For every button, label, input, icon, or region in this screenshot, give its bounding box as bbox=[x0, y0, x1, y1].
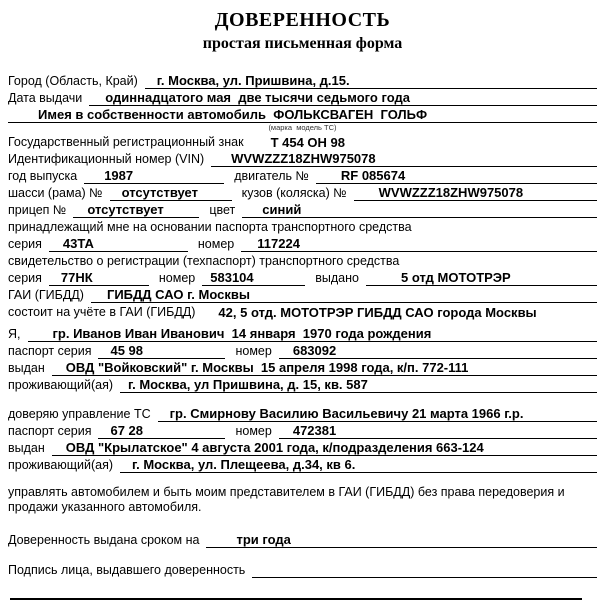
sts-issued-label: выдано bbox=[315, 270, 359, 285]
trailer-color-row bbox=[8, 201, 597, 218]
document-subtitle: простая письменная форма bbox=[202, 35, 403, 52]
term-value: три года bbox=[206, 532, 597, 549]
year-value: 1987 bbox=[84, 168, 224, 185]
sts-number-value: 583104 bbox=[202, 270, 305, 287]
trustee-issued-row bbox=[8, 439, 597, 456]
trustee-residing-value: г. Москва, ул. Плещеева, д.34, кв 6. bbox=[120, 457, 597, 474]
trustee-passport-row bbox=[8, 422, 597, 439]
trustee-issued-label: выдан bbox=[8, 440, 45, 455]
owner-passport-row bbox=[8, 342, 597, 359]
trustee-entrust-label: доверяю управление ТС bbox=[8, 406, 151, 421]
registered-row bbox=[8, 303, 597, 320]
vin-row bbox=[8, 150, 597, 167]
owner-issued-row bbox=[8, 359, 597, 376]
form-body bbox=[8, 72, 597, 600]
ownership-row bbox=[8, 106, 597, 123]
trustee-residing-label: проживающий(ая) bbox=[8, 457, 113, 472]
owner-pronoun-label: Я, bbox=[8, 326, 21, 341]
pts-row bbox=[8, 235, 597, 252]
sts-row bbox=[8, 269, 597, 286]
issue-date-row bbox=[8, 89, 597, 106]
sts-issued-value: 5 отд МОТОТРЭР bbox=[366, 270, 597, 287]
reg-plate-row bbox=[8, 133, 597, 150]
trustee-passport-number-value: 472381 bbox=[279, 423, 597, 440]
chassis-label: шасси (рама) № bbox=[8, 185, 103, 200]
issue-date-value: одиннадцатого мая две тысячи седьмого года bbox=[89, 90, 597, 107]
pts-number-value: 117224 bbox=[241, 236, 597, 253]
owner-issued-value: ОВД "Войковский" г. Москвы 15 апреля 1998 года, к/п. 772-111 bbox=[52, 360, 597, 377]
vin-label: Идентификационный номер (VIN) bbox=[8, 151, 205, 166]
signature-label: Подпись лица, выдавшего доверенность bbox=[8, 562, 246, 577]
year-engine-row bbox=[8, 167, 597, 184]
belonging-row bbox=[8, 218, 597, 235]
owner-residing-label: проживающий(ая) bbox=[8, 377, 113, 392]
pts-series-label: серия bbox=[8, 236, 42, 251]
trustee-issued-value: ОВД "Крылатское" 4 августа 2001 года, к/подразделения 663-124 bbox=[52, 440, 597, 457]
gai-label: ГАИ (ГИБДД) bbox=[8, 287, 84, 302]
sts-text: свидетельство о регистрации (техпаспорт) транспортного средства bbox=[8, 253, 400, 268]
vin-value: WVWZZZ18ZHW975078 bbox=[211, 151, 597, 168]
ownership-text: Имея в собственности автомобиль ФОЛЬКСВАГЕН ГОЛЬФ bbox=[8, 107, 597, 124]
issue-date-label: Дата выдачи bbox=[8, 90, 83, 105]
ownership-note: (марка модель ТС) bbox=[268, 123, 337, 132]
owner-residing-value: г. Москва, ул Пришвина, д. 15, кв. 587 bbox=[120, 377, 597, 394]
sts-series-value: 77НК bbox=[49, 270, 149, 287]
owner-passport-series-value: 45 98 bbox=[98, 343, 225, 360]
owner-name-value: гр. Иванов Иван Иванович 14 января 1970 года рождения bbox=[28, 326, 598, 343]
color-value: синий bbox=[242, 202, 597, 219]
pts-series-value: 43ТА bbox=[49, 236, 188, 253]
document-title: ДОВЕРЕННОСТЬ bbox=[214, 9, 391, 31]
signature-blank-line bbox=[252, 577, 597, 578]
owner-name-row bbox=[8, 325, 597, 342]
reg-plate-value: Т 454 ОН 98 bbox=[270, 134, 345, 150]
owner-passport-series-label: паспорт серия bbox=[8, 343, 92, 358]
owner-issued-label: выдан bbox=[8, 360, 45, 375]
owner-passport-number-value: 683092 bbox=[279, 343, 597, 360]
trustee-name-row bbox=[8, 405, 597, 422]
city-label: Город (Область, Край) bbox=[8, 73, 138, 88]
trustee-passport-number-label: номер bbox=[235, 423, 272, 438]
gai-value: ГИБДД САО г. Москвы bbox=[91, 287, 597, 304]
signature-row bbox=[8, 561, 597, 578]
trustee-residing-row bbox=[8, 456, 597, 473]
chassis-value: отсутствует bbox=[110, 185, 232, 202]
trustee-passport-series-label: паспорт серия bbox=[8, 423, 92, 438]
registered-label: состоит на учёте в ГАИ (ГИБДД) bbox=[8, 304, 196, 319]
sts-number-label: номер bbox=[158, 270, 196, 285]
sts-title-row bbox=[8, 252, 597, 269]
gai-row bbox=[8, 286, 597, 303]
trustee-name-value: гр. Смирнову Василию Васильевичу 21 марта 1966 г.р. bbox=[158, 406, 597, 423]
trailer-label: прицеп № bbox=[8, 202, 67, 217]
sts-series-label: серия bbox=[8, 270, 42, 285]
term-label: Доверенность выдана сроком на bbox=[8, 532, 200, 547]
rights-paragraph: управлять автомобилем и быть моим представителем в ГАИ (ГИБДД) без права передоверия и продажи указанного автомобиля. bbox=[8, 485, 565, 514]
owner-residing-row bbox=[8, 376, 597, 393]
engine-value: RF 085674 bbox=[316, 168, 597, 185]
chassis-body-row bbox=[8, 184, 597, 201]
trustee-passport-series-value: 67 28 bbox=[98, 423, 225, 440]
year-label: год выпуска bbox=[8, 168, 78, 183]
engine-label: двигатель № bbox=[234, 168, 309, 183]
trailer-value: отсутствует bbox=[73, 202, 199, 219]
city-row bbox=[8, 72, 597, 89]
city-value: г. Москва, ул. Пришвина, д.15. bbox=[145, 73, 597, 90]
registered-value: 42, 5 отд. МОТОТРЭР ГИБДД САО города Москвы bbox=[218, 304, 537, 320]
belonging-text: принадлежащий мне на основании паспорта транспортного средства bbox=[8, 219, 412, 234]
pts-number-label: номер bbox=[197, 236, 235, 251]
term-row bbox=[8, 531, 597, 548]
body-value: WVWZZZ18ZHW975078 bbox=[354, 185, 597, 202]
reg-plate-label: Государственный регистрационный знак bbox=[8, 134, 244, 149]
body-label: кузов (коляска) № bbox=[241, 185, 347, 200]
color-label: цвет bbox=[209, 202, 236, 217]
owner-passport-number-label: номер bbox=[235, 343, 272, 358]
